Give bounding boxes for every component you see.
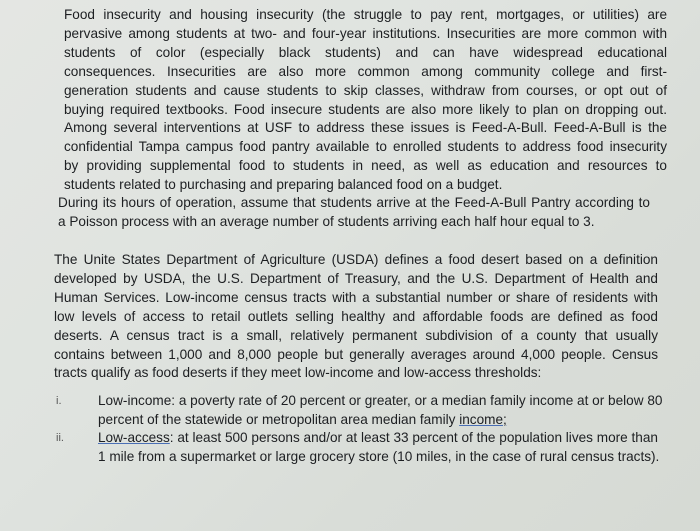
text-line: deserts. A census tract is a small, relatively permanent subdivision of a county that usually: [54, 327, 658, 343]
term-low-access: Low-access: [98, 430, 170, 446]
low-access-text: : at least 500 persons and/or at least 33 percent of the population lives more than 1 mile from a supermarket or large grocery store (10 miles, in the case of rural census tracts).: [98, 430, 660, 464]
text-line: During its hours of operation, assume that students arrive at the Feed-A-Bull Pantry according to: [58, 195, 650, 210]
text-line: confidential Tampa campus food pantry available to enrolled students to address food insecurity: [64, 139, 667, 155]
paragraph-food-desert-definition: [54, 251, 658, 383]
text-line: tracts qualify as food deserts if they meet low-income and low-access thresholds:: [54, 365, 542, 381]
text-line: generation students and cause students to skip classes, withdraw from courses, or opt out of: [64, 82, 667, 98]
text-line: Among several interventions at USF to address these issues is Feed-A-Bull. Feed-A-Bull is the: [64, 120, 667, 136]
term-low-income: Low-income: [98, 393, 172, 408]
threshold-list: [56, 392, 666, 466]
list-item-low-income: [56, 392, 666, 429]
list-marker: i.: [56, 395, 62, 407]
text-line: students of color (especially black students) and can have widespread educational: [64, 44, 667, 60]
text-line: by providing supplemental food to students in need, as well as education and resources to: [64, 158, 667, 174]
text-line: contains between 1,000 and 8,000 people but generally averages around 4,000 people. Census: [54, 346, 658, 362]
text-line: consequences. Insecurities are also more common among community college and first-: [64, 63, 667, 79]
text-line: developed by USDA, the U.S. Department of Treasury, and the U.S. Department of Health and: [54, 270, 658, 286]
text-line: buying required textbooks. Food insecure students are also more likely to plan on dropping out.: [64, 101, 667, 117]
paragraph-poisson-arrivals: [58, 194, 650, 232]
text-line: low levels of access to retail outlets selling healthy and affordable foods are defined as food: [54, 308, 658, 324]
paragraph-food-insecurity: [64, 6, 667, 195]
text-line: pervasive among students at two- and four-year institutions. Insecurities are more common with: [64, 25, 667, 41]
low-income-text: : a poverty rate of 20 percent or greater, or a median family income at or below 80 percent of the statewide or metropolitan area median family: [98, 393, 663, 427]
text-line: students related to purchasing and preparing balanced food on a budget.: [64, 177, 503, 193]
text-line: Human Services. Low-income census tracts with a substantial number or share of residents with: [54, 289, 658, 305]
text-line: The Unite States Department of Agriculture (USDA) defines a food desert based on a definition: [54, 252, 658, 267]
list-item-low-access: [56, 429, 666, 466]
list-marker: ii.: [56, 432, 64, 445]
text-line: a Poisson process with an average number of students arriving each half hour equal to 3.: [58, 213, 595, 229]
low-income-tail: income;: [459, 411, 507, 427]
text-line: Food insecurity and housing insecurity (the struggle to pay rent, mortgages, or utilities) are: [64, 7, 667, 22]
